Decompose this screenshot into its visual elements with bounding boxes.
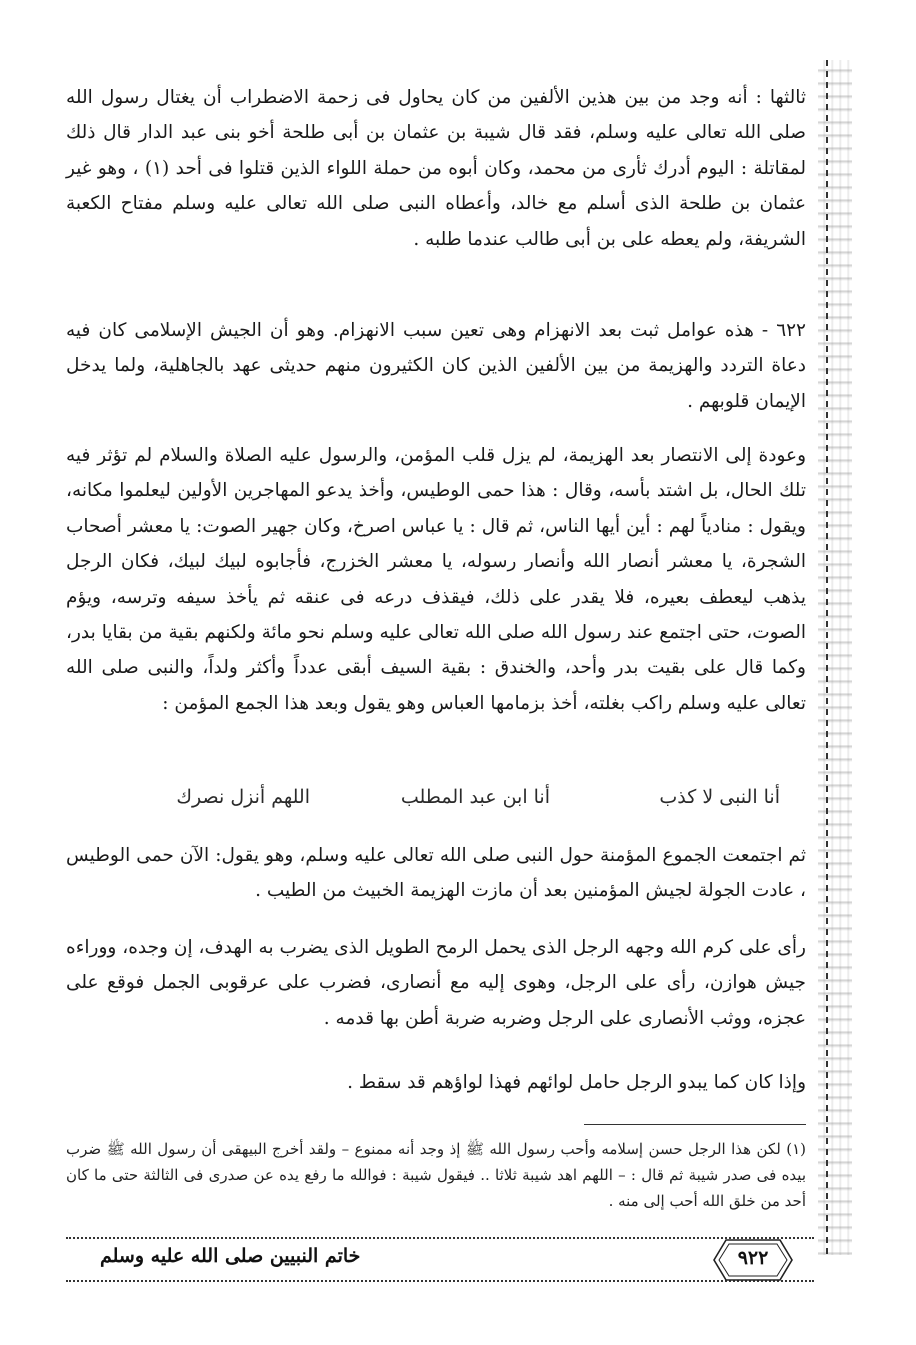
paragraph-text: وإذا كان كما يبدو الرجل حامل لوائهم فهذا لواؤهم قد سقط . — [347, 1072, 806, 1093]
footnote-divider — [584, 1124, 806, 1125]
paragraph-text: ٦٢٢ - هذه عوامل ثبت بعد الانهزام وهى تعين سبب الانهزام. وهو أن الجيش الإسلامى كان فيه دعاة التردد والهزيمة من بين الألفين الذين كان الكثيرون منهم حديثى عهد بالجاهلية، ولما يدخل الإيمان قلوبهم . — [66, 320, 806, 412]
verse-hemistich-3: اللهم أنزل نصرك — [176, 786, 310, 808]
verse-hemistich-2: أنا ابن عبد المطلب — [400, 786, 550, 808]
footnote: (١) لكن هذا الرجل حسن إسلامه وأحب رسول الله ﷺ إذ وجد أنه ممنوع – ولقد أخرج البيهقى أن رسول الله ﷺ ضرب بيده فى صدر شيبة ثم قال : – اللهم اهد شيبة ثلاثا .. فيقول شيبة : فوالله ما رفع يده عن صدرى فى الثالثة حتى ما كان أحد من خلق الله أحب إلى منه . — [66, 1140, 806, 1210]
paragraph-text: ثم اجتمعت الجموع المؤمنة حول النبى صلى الله تعالى عليه وسلم، وهو يقول: الآن حمى الوطيس ، عادت الجولة لجيش المؤمنين بعد أن مازت الهزيمة الخبيث من الطيب . — [66, 845, 806, 902]
paragraph-text: ثالثها : أنه وجد من بين هذين الألفين من كان يحاول فى زحمة الاضطراب أن يغتال رسول الله صلى الله تعالى عليه وسلم، فقد قال شيبة بن عثمان بن أبى طلحة أخو بنى عبد الدار قال ذلك لمقاتلة : اليوم أدرك ثأرى من محمد، وكان أبوه من حملة اللواء الذين قتلوا فى أحد (١) ، وهو غير عثمان بن طلحة الذى أسلم مع خالد، وأعطاه النبى صلى الله تعالى عليه وسلم مفتاح الكعبة الشريفة، ولم يعطه على بن أبى طالب عندما طلبه . — [66, 87, 806, 250]
verse-line — [130, 786, 780, 822]
paragraph-ali — [66, 930, 806, 1036]
paragraph-section-622 — [66, 313, 806, 419]
paragraph-text: رأى على كرم الله وجهه الرجل الذى يحمل الرمح الطويل الذى يضرب به الهدف، إن وجده، ووراءه جيش هوازن، رأى على الرجل، وهوى إليه مع أنصارى، فضرب على عرقوبى الجمل فوقع على عجزه، ووثب الأنصارى على الرجل وضربه ضربة أطن بها قدمه . — [66, 937, 806, 1029]
paragraph-banner-fell — [66, 1065, 806, 1100]
binding-edge-line — [826, 60, 828, 1255]
binding-edge — [818, 60, 852, 1255]
verse-hemistich-1: أنا النبى لا كذب — [659, 786, 780, 808]
paragraph-victory-after-defeat — [66, 438, 806, 721]
page-number: ٩٢٢ — [737, 1247, 769, 1269]
paragraph-text: وعودة إلى الانتصار بعد الهزيمة، لم يزل قلب المؤمن، والرسول عليه الصلاة والسلام لم تؤثر فيه تلك الحال، بل اشتد بأسه، وقال : هذا حمى الوطيس، وأخذ يدعو المهاجرين الأولين ليعلموا مكانه، ويقول : منادياً لهم : أين أيها الناس، ثم قال : يا عباس اصرخ، وكان جهير الصوت: يا معشر أصحاب الشجرة، يا معشر أنصار الله وأنصار رسوله، يا معشر الخزرج، فأجابوه لبيك لبيك، فكان الرجل يذهب ليعطف بعيره، فلا يقدر على ذلك، فيقذف درعه فى عنقه ثم يأخذ سيفه وترسه، ويؤم الصوت، حتى اجتمع عند رسول الله صلى الله تعالى عليه وسلم نحو مائة ولكنهم بقية من بقايا بدر، وكما قال على بقيت بدر وأحد، والخندق : بقية السيف أبقى عدداً وأكثر ولداً، والنبى صلى الله تعالى عليه وسلم راكب بغلته، أخذ بزمامها العباس وهو يقول وبعد هذا الجمع المؤمن : — [66, 445, 806, 714]
paragraph-gathering — [66, 838, 806, 909]
footer-rule-top — [66, 1237, 814, 1239]
footer-rule-bottom — [66, 1280, 814, 1282]
paragraph-third-reason — [66, 80, 806, 257]
running-title: خاتم النبيين صلى الله عليه وسلم — [100, 1245, 361, 1267]
